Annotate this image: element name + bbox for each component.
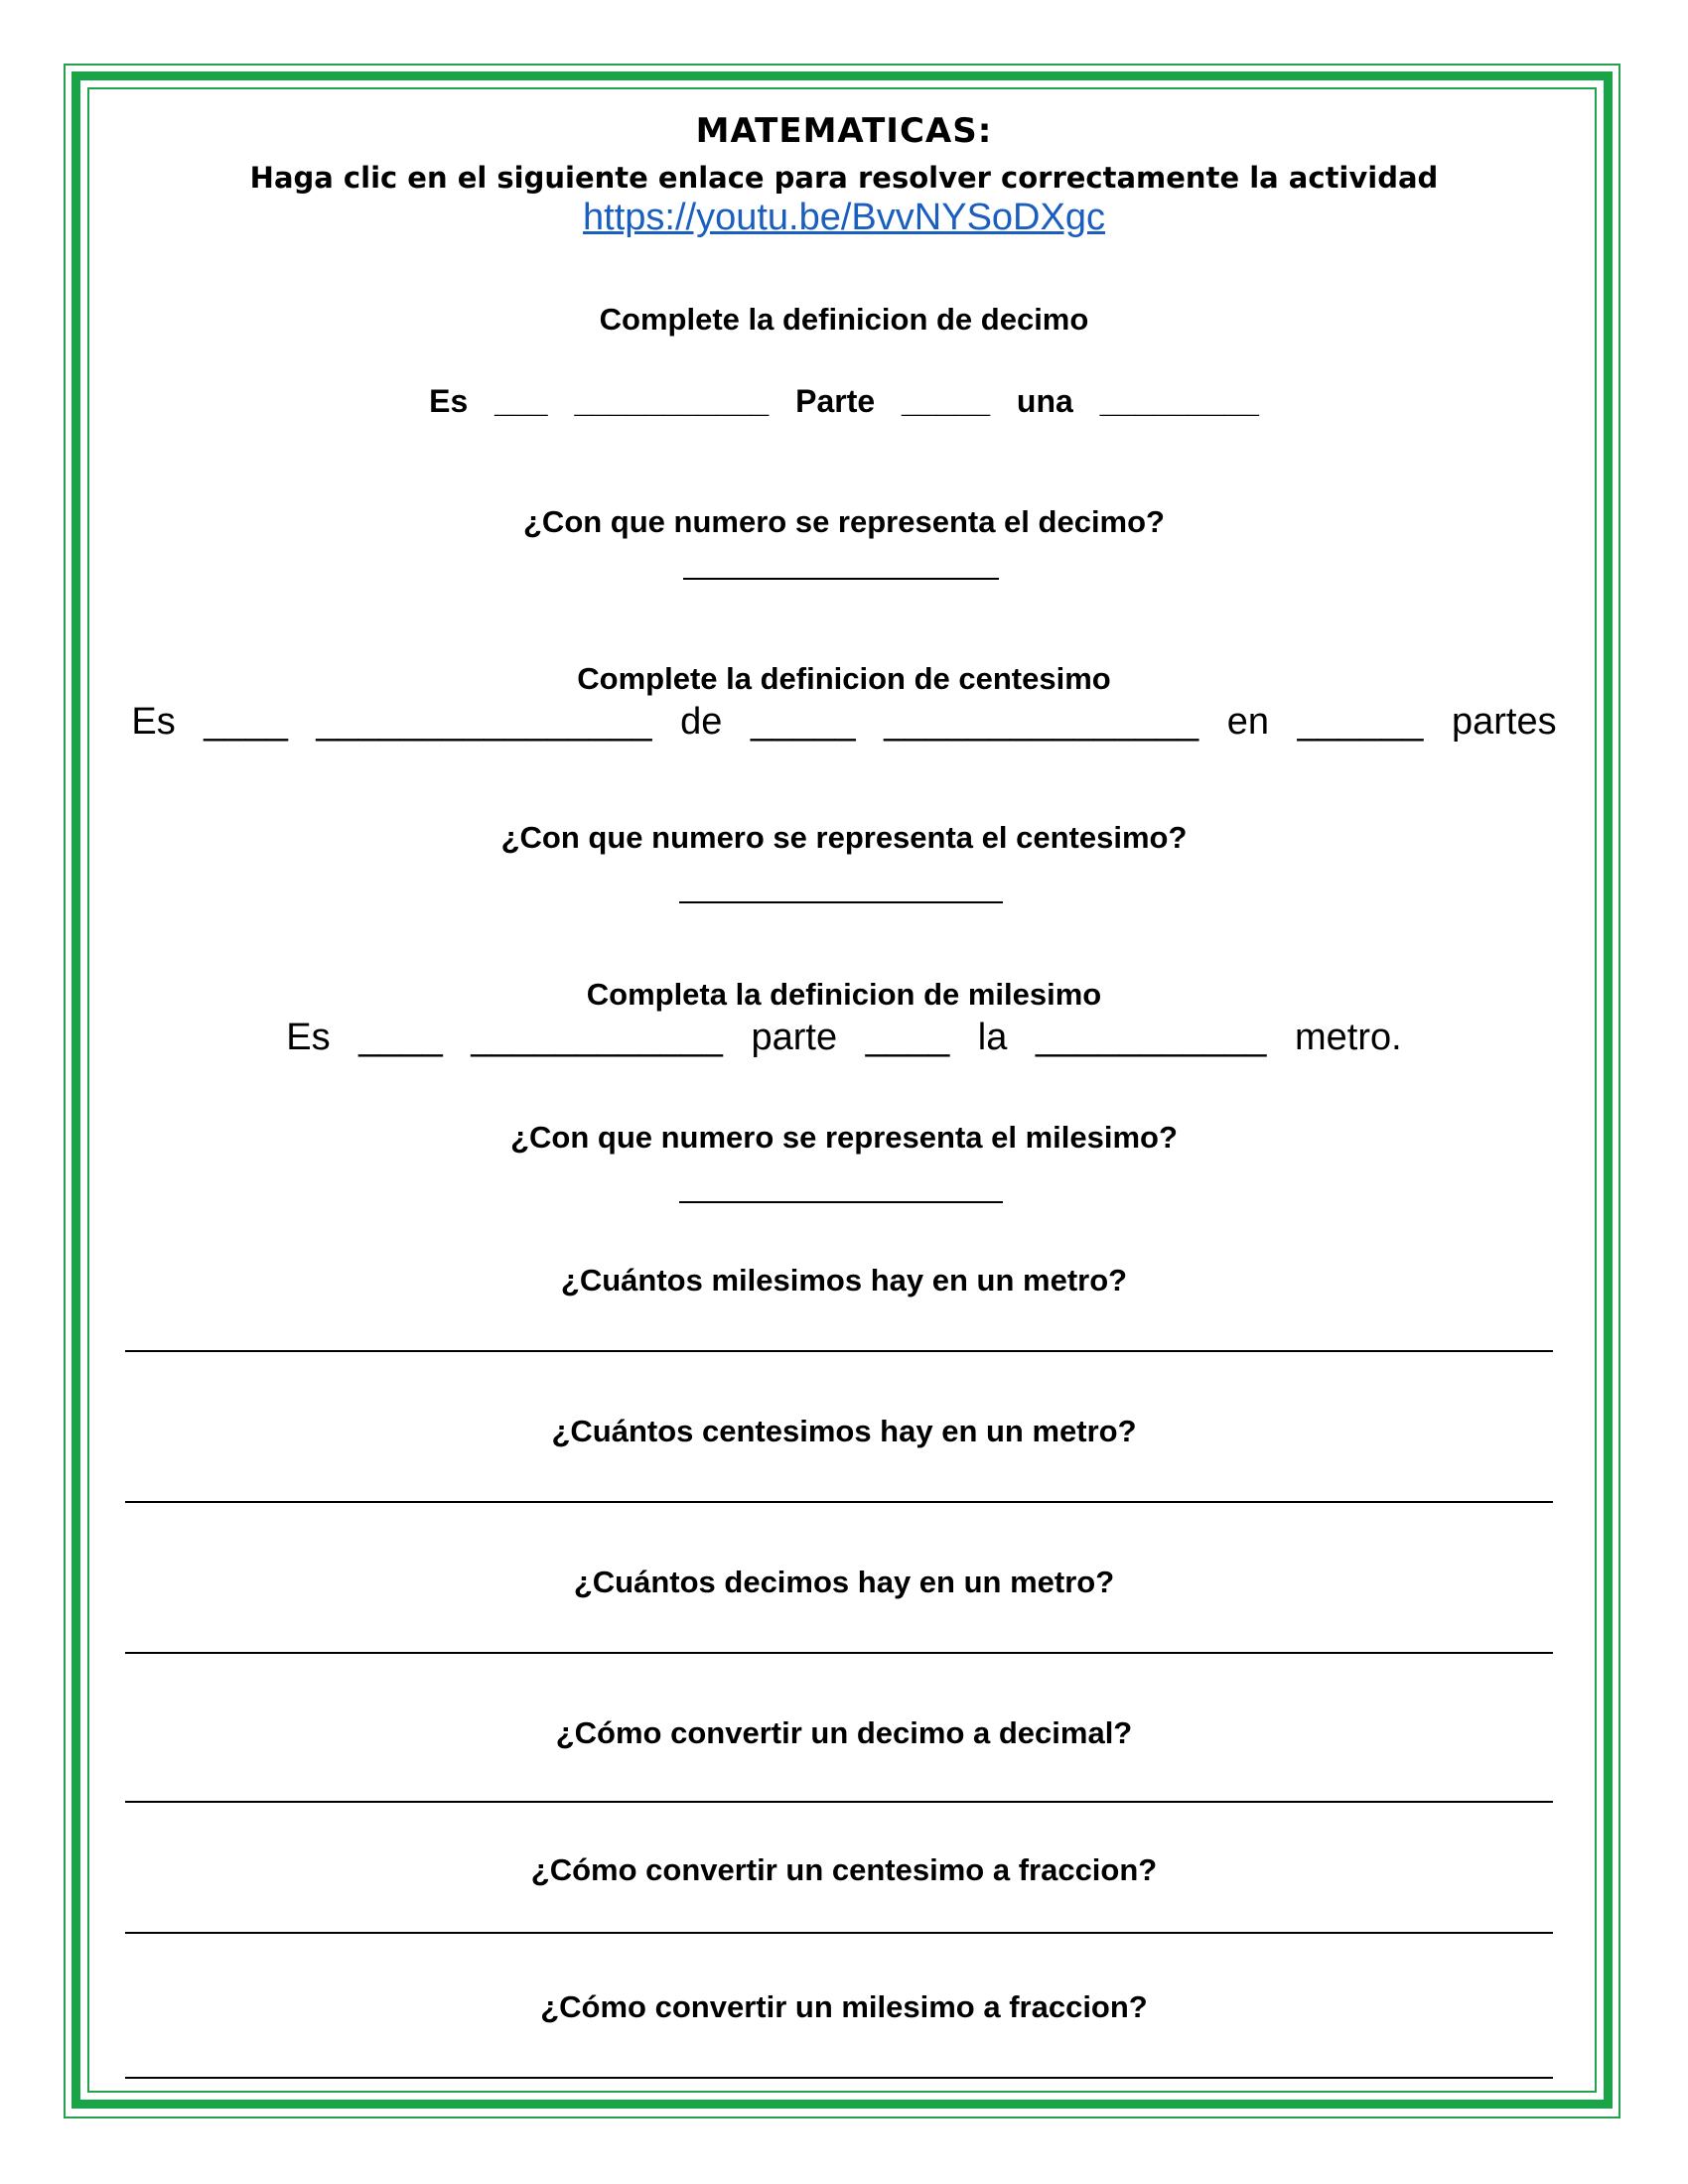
heading-milesimo: Completa la definicion de milesimo [586,977,1102,1012]
word: Es [286,1017,331,1058]
blank-field[interactable]: _______________ [884,701,1199,743]
question-centesimo: ¿Con que numero se representa el centesimo? [500,820,1188,855]
worksheet-title: MATEMATICAS: [695,111,993,151]
word: Es [429,383,469,419]
blank-field[interactable]: _____ [750,701,856,743]
question-decimo: ¿Con que numero se representa el decimo? [523,504,1165,539]
word: en [1226,701,1270,743]
sentence-decimo [0,383,1688,420]
question-milesimo: ¿Con que numero se representa el milesimo? [510,1120,1178,1155]
answer-line[interactable] [125,1932,1553,1934]
answer-line[interactable] [125,1350,1553,1352]
blank-field[interactable]: _________ [1099,383,1259,419]
blank-field[interactable]: ___________ [1035,1017,1267,1058]
blank-field[interactable]: ___________ [574,383,770,419]
question-centesimos-en-metro: ¿Cuántos centesimos hay en un metro? [551,1414,1137,1448]
question-milesimo-a-fraccion: ¿Cómo convertir un milesimo a fraccion? [540,1989,1148,2024]
sentence-milesimo [0,1017,1688,1059]
blank-field[interactable]: ______ [1297,701,1424,743]
sentence-centesimo [0,701,1688,744]
answer-line[interactable] [683,578,999,580]
word: Parte [795,383,876,419]
blank-field[interactable]: ____________ [471,1017,723,1058]
blank-field[interactable]: ________________ [316,701,652,743]
blank-field[interactable]: ____ [204,701,288,743]
blank-field[interactable]: _____ [902,383,991,419]
blank-field[interactable]: ____ [358,1017,443,1058]
word: la [977,1017,1008,1058]
answer-line[interactable] [125,1501,1553,1503]
instruction-text: Haga clic en el siguiente enlace para resolver correctamente la actividad [249,161,1439,195]
answer-line[interactable] [125,2077,1553,2079]
blank-field[interactable]: ___ [494,383,548,419]
heading-centesimo: Complete la definicion de centesimo [577,661,1111,696]
answer-line[interactable] [125,1801,1553,1803]
answer-line[interactable] [679,1201,1003,1203]
word: Es [131,701,176,743]
heading-decimo: Complete la definicion de decimo [599,302,1089,337]
word: partes [1451,701,1557,743]
answer-line[interactable] [125,1652,1553,1654]
word: metro. [1294,1017,1402,1058]
question-decimo-a-decimal: ¿Cómo convertir un decimo a decimal? [555,1715,1133,1750]
word: una [1016,383,1073,419]
word: parte [751,1017,838,1058]
question-decimos-en-metro: ¿Cuántos decimos hay en un metro? [573,1565,1115,1599]
question-milesimos-en-metro: ¿Cuántos milesimos hay en un metro? [560,1263,1128,1297]
question-centesimo-a-fraccion: ¿Cómo convertir un centesimo a fraccion? [530,1852,1158,1887]
answer-line[interactable] [679,901,1003,903]
word: de [680,701,723,743]
blank-field[interactable]: ____ [865,1017,950,1058]
video-link[interactable]: https://youtu.be/BvvNYSoDXgc [583,197,1105,238]
